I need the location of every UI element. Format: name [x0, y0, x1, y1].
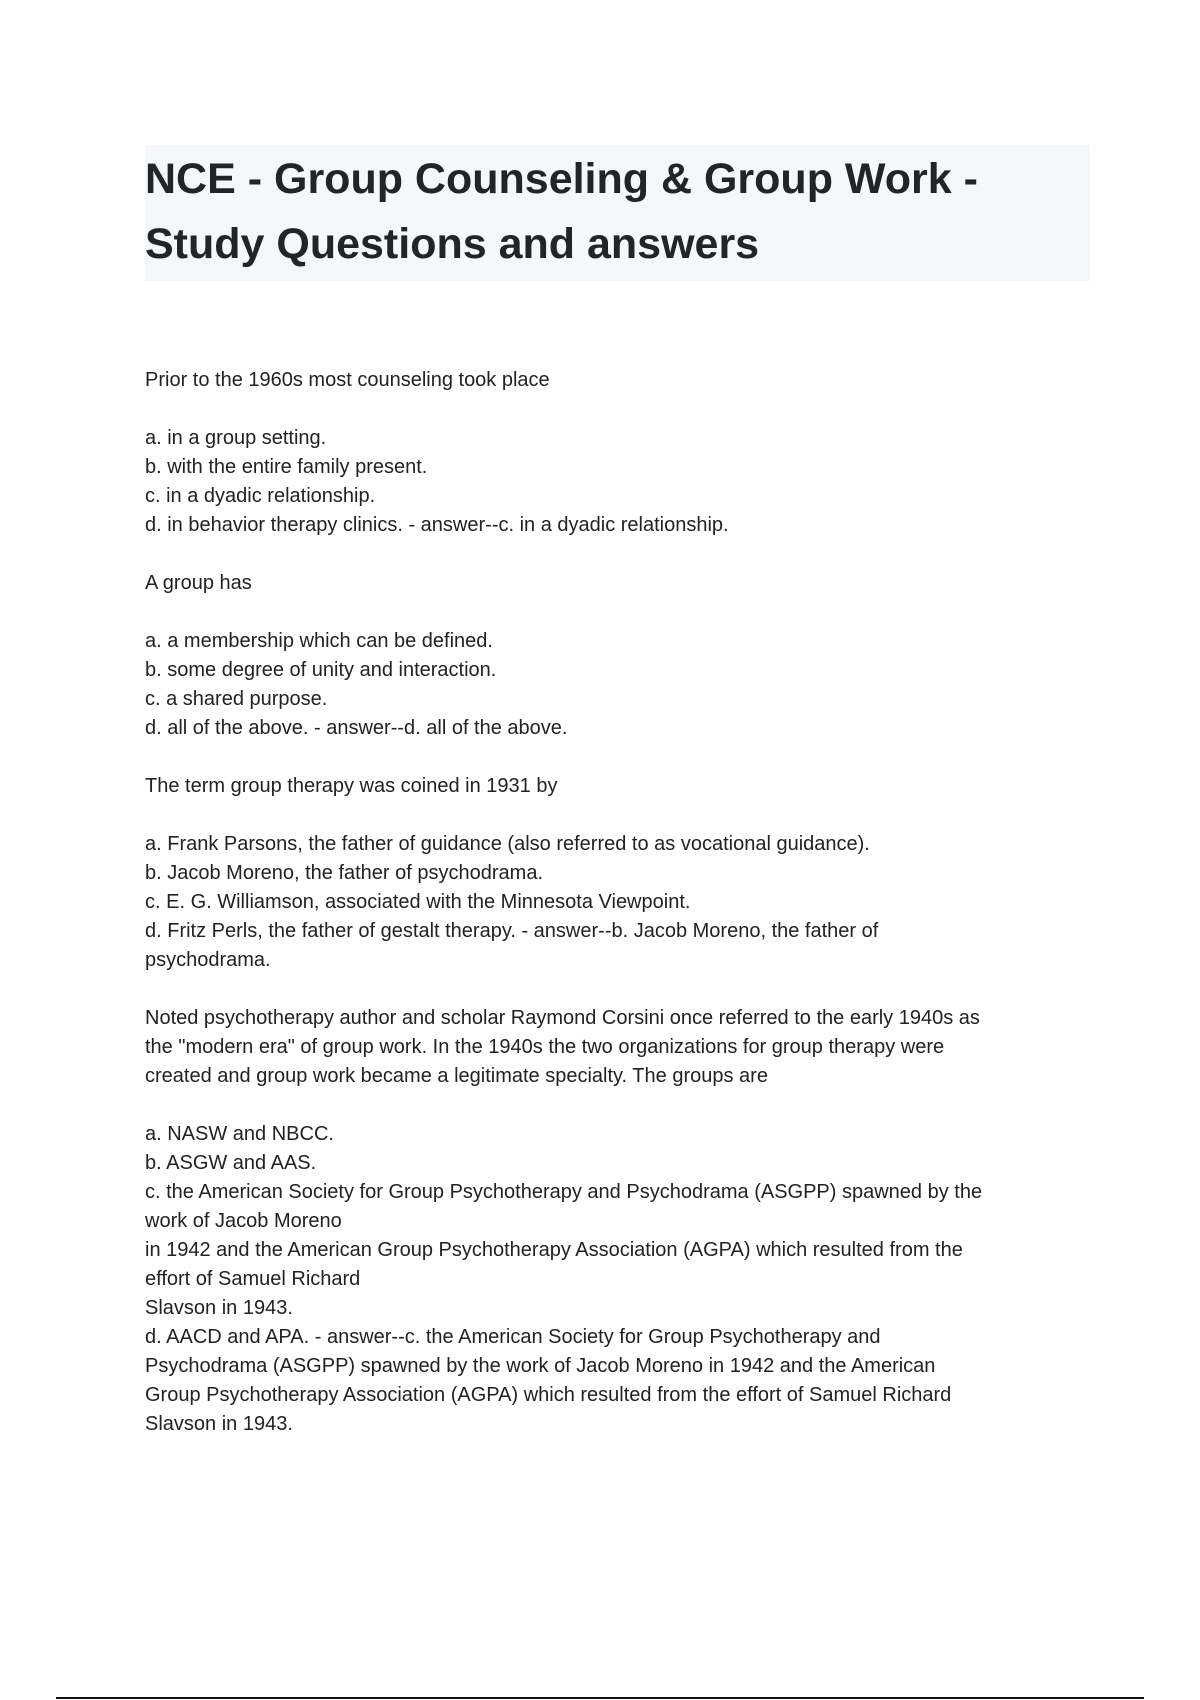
- answer-options: [145, 830, 1090, 975]
- option-line: work of Jacob Moreno: [145, 1210, 342, 1232]
- option-line: c. in a dyadic relationship.: [145, 485, 376, 507]
- answer-options: [145, 1120, 1090, 1439]
- qa-item: [145, 366, 1090, 540]
- option-line: b. some degree of unity and interaction.: [145, 659, 497, 681]
- option-line: d. AACD and APA. - answer--c. the American Society for Group Psychotherapy and: [145, 1326, 881, 1348]
- option-line: Slavson in 1943.: [145, 1413, 293, 1435]
- question-line: Noted psychotherapy author and scholar Raymond Corsini once referred to the early 1940s as: [145, 1007, 980, 1029]
- option-line: c. the American Society for Group Psychotherapy and Psychodrama (ASGPP) spawned by the: [145, 1181, 983, 1203]
- option-line: in 1942 and the American Group Psychotherapy Association (AGPA) which resulted from the: [145, 1239, 963, 1261]
- option-line: b. Jacob Moreno, the father of psychodrama.: [145, 862, 543, 884]
- question-line: created and group work became a legitimate specialty. The groups are: [145, 1065, 768, 1087]
- question-line: the "modern era" of group work. In the 1940s the two organizations for group therapy were: [145, 1036, 945, 1058]
- qa-content: [145, 366, 1090, 1468]
- option-line: c. E. G. Williamson, associated with the Minnesota Viewpoint.: [145, 891, 691, 913]
- question-line: A group has: [145, 572, 252, 594]
- option-line: Psychodrama (ASGPP) spawned by the work of Jacob Moreno in 1942 and the American: [145, 1355, 936, 1377]
- answer-options: [145, 627, 1090, 743]
- option-line: a. NASW and NBCC.: [145, 1123, 334, 1145]
- option-line: c. a shared purpose.: [145, 688, 328, 710]
- option-line: Slavson in 1943.: [145, 1297, 293, 1319]
- page-title: [145, 145, 1082, 277]
- question-line: The term group therapy was coined in 1931 by: [145, 775, 558, 797]
- qa-item: [145, 1004, 1090, 1439]
- question-text: [145, 366, 1090, 395]
- question-text: [145, 569, 1090, 598]
- option-line: effort of Samuel Richard: [145, 1268, 361, 1290]
- title-banner: [145, 145, 1090, 281]
- title-line-1: NCE - Group Counseling & Group Work -: [145, 155, 978, 203]
- qa-item: [145, 569, 1090, 743]
- footer-divider: [56, 1697, 1144, 1699]
- option-line: b. ASGW and AAS.: [145, 1152, 317, 1174]
- option-line: Group Psychotherapy Association (AGPA) which resulted from the effort of Samuel Richard: [145, 1384, 952, 1406]
- option-line: d. Fritz Perls, the father of gestalt therapy. - answer--b. Jacob Moreno, the father of: [145, 920, 879, 942]
- title-line-2: Study Questions and answers: [145, 220, 760, 268]
- option-line: d. in behavior therapy clinics. - answer--c. in a dyadic relationship.: [145, 514, 729, 536]
- option-line: a. in a group setting.: [145, 427, 327, 449]
- question-text: [145, 772, 1090, 801]
- question-line: Prior to the 1960s most counseling took place: [145, 369, 550, 391]
- answer-options: [145, 424, 1090, 540]
- option-line: a. a membership which can be defined.: [145, 630, 493, 652]
- option-line: b. with the entire family present.: [145, 456, 428, 478]
- option-line: d. all of the above. - answer--d. all of the above.: [145, 717, 568, 739]
- qa-item: [145, 772, 1090, 975]
- option-line: psychodrama.: [145, 949, 271, 971]
- option-line: a. Frank Parsons, the father of guidance (also referred to as vocational guidance).: [145, 833, 870, 855]
- question-text: [145, 1004, 1090, 1091]
